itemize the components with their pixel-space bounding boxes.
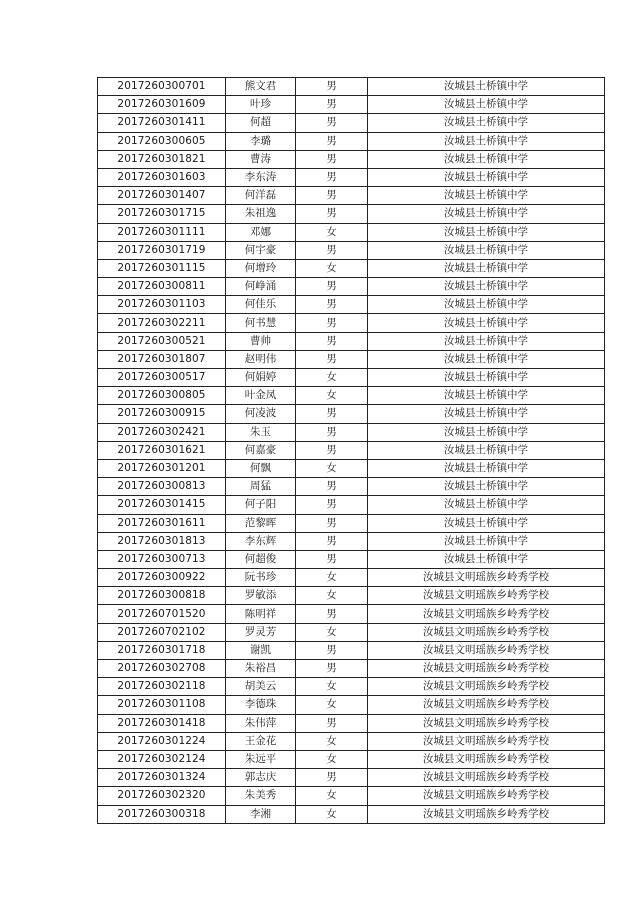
exam-id-cell: 2017260300811 bbox=[98, 278, 226, 296]
school-cell: 汝城县文明瑶族乡岭秀学校 bbox=[368, 787, 605, 805]
exam-id-cell: 2017260702102 bbox=[98, 623, 226, 641]
gender-cell: 男 bbox=[296, 205, 368, 223]
gender-cell: 男 bbox=[296, 714, 368, 732]
exam-id-cell: 2017260301813 bbox=[98, 532, 226, 550]
school-cell: 汝城县文明瑶族乡岭秀学校 bbox=[368, 750, 605, 768]
school-cell: 汝城县文明瑶族乡岭秀学校 bbox=[368, 623, 605, 641]
gender-cell: 男 bbox=[296, 478, 368, 496]
table-row bbox=[98, 605, 605, 623]
gender-cell: 男 bbox=[296, 332, 368, 350]
table-row bbox=[98, 241, 605, 259]
student-name-cell: 朱玉 bbox=[226, 423, 296, 441]
exam-id-cell: 2017260302708 bbox=[98, 660, 226, 678]
student-name-cell: 郭志庆 bbox=[226, 769, 296, 787]
table-row bbox=[98, 369, 605, 387]
school-cell: 汝城县土桥镇中学 bbox=[368, 314, 605, 332]
student-name-cell: 李湘 bbox=[226, 805, 296, 823]
student-name-cell: 李东涛 bbox=[226, 168, 296, 186]
student-name-cell: 叶金凤 bbox=[226, 387, 296, 405]
student-name-cell: 李东辉 bbox=[226, 532, 296, 550]
table-row bbox=[98, 350, 605, 368]
school-cell: 汝城县文明瑶族乡岭秀学校 bbox=[368, 696, 605, 714]
table-row bbox=[98, 205, 605, 223]
exam-id-cell: 2017260302320 bbox=[98, 787, 226, 805]
exam-id-cell: 2017260300517 bbox=[98, 369, 226, 387]
exam-id-cell: 2017260302421 bbox=[98, 423, 226, 441]
student-name-cell: 朱祖逸 bbox=[226, 205, 296, 223]
exam-id-cell: 2017260301407 bbox=[98, 187, 226, 205]
student-name-cell: 何超俊 bbox=[226, 550, 296, 568]
gender-cell: 男 bbox=[296, 96, 368, 114]
school-cell: 汝城县文明瑶族乡岭秀学校 bbox=[368, 569, 605, 587]
student-name-cell: 熊文君 bbox=[226, 78, 296, 96]
exam-id-cell: 2017260300805 bbox=[98, 387, 226, 405]
exam-id-cell: 2017260301719 bbox=[98, 241, 226, 259]
gender-cell: 女 bbox=[296, 369, 368, 387]
student-name-cell: 叶珍 bbox=[226, 96, 296, 114]
school-cell: 汝城县文明瑶族乡岭秀学校 bbox=[368, 678, 605, 696]
table-row bbox=[98, 678, 605, 696]
exam-id-cell: 2017260301411 bbox=[98, 114, 226, 132]
exam-id-cell: 2017260301415 bbox=[98, 496, 226, 514]
table-row bbox=[98, 96, 605, 114]
gender-cell: 女 bbox=[296, 223, 368, 241]
exam-id-cell: 2017260300605 bbox=[98, 132, 226, 150]
exam-id-cell: 2017260300922 bbox=[98, 569, 226, 587]
table-row bbox=[98, 223, 605, 241]
student-name-cell: 曹帅 bbox=[226, 332, 296, 350]
school-cell: 汝城县土桥镇中学 bbox=[368, 478, 605, 496]
table-row bbox=[98, 514, 605, 532]
student-name-cell: 罗灵芳 bbox=[226, 623, 296, 641]
table-row bbox=[98, 587, 605, 605]
gender-cell: 男 bbox=[296, 296, 368, 314]
gender-cell: 男 bbox=[296, 550, 368, 568]
table-row bbox=[98, 314, 605, 332]
gender-cell: 男 bbox=[296, 314, 368, 332]
gender-cell: 男 bbox=[296, 514, 368, 532]
table-row bbox=[98, 423, 605, 441]
exam-id-cell: 2017260301115 bbox=[98, 259, 226, 277]
gender-cell: 男 bbox=[296, 168, 368, 186]
table-row bbox=[98, 78, 605, 96]
exam-id-cell: 2017260301224 bbox=[98, 732, 226, 750]
school-cell: 汝城县土桥镇中学 bbox=[368, 168, 605, 186]
school-cell: 汝城县土桥镇中学 bbox=[368, 550, 605, 568]
exam-id-cell: 2017260701520 bbox=[98, 605, 226, 623]
school-cell: 汝城县文明瑶族乡岭秀学校 bbox=[368, 805, 605, 823]
exam-id-cell: 2017260302211 bbox=[98, 314, 226, 332]
student-name-cell: 朱远平 bbox=[226, 750, 296, 768]
student-name-cell: 何宇豪 bbox=[226, 241, 296, 259]
table-row bbox=[98, 641, 605, 659]
table-row bbox=[98, 805, 605, 823]
table-row bbox=[98, 532, 605, 550]
student-name-cell: 王金花 bbox=[226, 732, 296, 750]
table-row bbox=[98, 132, 605, 150]
table-row bbox=[98, 478, 605, 496]
student-name-cell: 何佳乐 bbox=[226, 296, 296, 314]
gender-cell: 男 bbox=[296, 441, 368, 459]
school-cell: 汝城县土桥镇中学 bbox=[368, 132, 605, 150]
student-name-cell: 谢凯 bbox=[226, 641, 296, 659]
student-name-cell: 何超 bbox=[226, 114, 296, 132]
gender-cell: 男 bbox=[296, 532, 368, 550]
table-row bbox=[98, 405, 605, 423]
gender-cell: 男 bbox=[296, 241, 368, 259]
table-row bbox=[98, 459, 605, 477]
student-name-cell: 何飘 bbox=[226, 459, 296, 477]
table-row bbox=[98, 278, 605, 296]
exam-id-cell: 2017260301418 bbox=[98, 714, 226, 732]
table-row bbox=[98, 332, 605, 350]
school-cell: 汝城县土桥镇中学 bbox=[368, 459, 605, 477]
gender-cell: 女 bbox=[296, 259, 368, 277]
student-name-cell: 何书慧 bbox=[226, 314, 296, 332]
gender-cell: 女 bbox=[296, 787, 368, 805]
exam-id-cell: 2017260301111 bbox=[98, 223, 226, 241]
school-cell: 汝城县土桥镇中学 bbox=[368, 96, 605, 114]
exam-id-cell: 2017260301821 bbox=[98, 150, 226, 168]
gender-cell: 男 bbox=[296, 187, 368, 205]
student-name-cell: 罗敏添 bbox=[226, 587, 296, 605]
gender-cell: 男 bbox=[296, 769, 368, 787]
student-name-cell: 朱美秀 bbox=[226, 787, 296, 805]
student-name-cell: 朱裕昌 bbox=[226, 660, 296, 678]
exam-id-cell: 2017260301324 bbox=[98, 769, 226, 787]
table-row bbox=[98, 296, 605, 314]
student-name-cell: 何峥涌 bbox=[226, 278, 296, 296]
table-row bbox=[98, 150, 605, 168]
table-row bbox=[98, 569, 605, 587]
table-row bbox=[98, 168, 605, 186]
exam-id-cell: 2017260301603 bbox=[98, 168, 226, 186]
school-cell: 汝城县土桥镇中学 bbox=[368, 114, 605, 132]
gender-cell: 女 bbox=[296, 569, 368, 587]
student-name-cell: 胡美云 bbox=[226, 678, 296, 696]
table-row bbox=[98, 259, 605, 277]
table-row bbox=[98, 696, 605, 714]
student-name-cell: 赵明伟 bbox=[226, 350, 296, 368]
student-name-cell: 何增玲 bbox=[226, 259, 296, 277]
table-row bbox=[98, 441, 605, 459]
gender-cell: 女 bbox=[296, 387, 368, 405]
gender-cell: 男 bbox=[296, 660, 368, 678]
exam-id-cell: 2017260301108 bbox=[98, 696, 226, 714]
student-name-cell: 周猛 bbox=[226, 478, 296, 496]
gender-cell: 女 bbox=[296, 750, 368, 768]
school-cell: 汝城县土桥镇中学 bbox=[368, 423, 605, 441]
table-row bbox=[98, 496, 605, 514]
school-cell: 汝城县文明瑶族乡岭秀学校 bbox=[368, 660, 605, 678]
exam-id-cell: 2017260300318 bbox=[98, 805, 226, 823]
gender-cell: 男 bbox=[296, 150, 368, 168]
table-row bbox=[98, 623, 605, 641]
exam-id-cell: 2017260301103 bbox=[98, 296, 226, 314]
school-cell: 汝城县土桥镇中学 bbox=[368, 350, 605, 368]
school-cell: 汝城县土桥镇中学 bbox=[368, 514, 605, 532]
school-cell: 汝城县土桥镇中学 bbox=[368, 496, 605, 514]
school-cell: 汝城县土桥镇中学 bbox=[368, 187, 605, 205]
exam-id-cell: 2017260301807 bbox=[98, 350, 226, 368]
gender-cell: 女 bbox=[296, 805, 368, 823]
exam-id-cell: 2017260300915 bbox=[98, 405, 226, 423]
school-cell: 汝城县文明瑶族乡岭秀学校 bbox=[368, 605, 605, 623]
student-name-cell: 何子阳 bbox=[226, 496, 296, 514]
table-row bbox=[98, 769, 605, 787]
student-name-cell: 何嘉豪 bbox=[226, 441, 296, 459]
school-cell: 汝城县土桥镇中学 bbox=[368, 150, 605, 168]
roster-table-body bbox=[98, 78, 605, 824]
gender-cell: 男 bbox=[296, 132, 368, 150]
student-name-cell: 何凌波 bbox=[226, 405, 296, 423]
table-row bbox=[98, 114, 605, 132]
exam-id-cell: 2017260300521 bbox=[98, 332, 226, 350]
student-roster-table bbox=[97, 77, 605, 824]
gender-cell: 男 bbox=[296, 278, 368, 296]
gender-cell: 女 bbox=[296, 696, 368, 714]
exam-id-cell: 2017260301611 bbox=[98, 514, 226, 532]
school-cell: 汝城县文明瑶族乡岭秀学校 bbox=[368, 714, 605, 732]
gender-cell: 女 bbox=[296, 587, 368, 605]
school-cell: 汝城县土桥镇中学 bbox=[368, 441, 605, 459]
student-name-cell: 曹涛 bbox=[226, 150, 296, 168]
school-cell: 汝城县土桥镇中学 bbox=[368, 387, 605, 405]
school-cell: 汝城县文明瑶族乡岭秀学校 bbox=[368, 732, 605, 750]
student-name-cell: 范黎晖 bbox=[226, 514, 296, 532]
table-row bbox=[98, 550, 605, 568]
student-name-cell: 阮书珍 bbox=[226, 569, 296, 587]
exam-id-cell: 2017260301715 bbox=[98, 205, 226, 223]
table-row bbox=[98, 187, 605, 205]
student-name-cell: 邓娜 bbox=[226, 223, 296, 241]
school-cell: 汝城县土桥镇中学 bbox=[368, 259, 605, 277]
gender-cell: 男 bbox=[296, 405, 368, 423]
exam-id-cell: 2017260302118 bbox=[98, 678, 226, 696]
gender-cell: 女 bbox=[296, 623, 368, 641]
exam-id-cell: 2017260301201 bbox=[98, 459, 226, 477]
student-name-cell: 李德珠 bbox=[226, 696, 296, 714]
exam-id-cell: 2017260301609 bbox=[98, 96, 226, 114]
exam-id-cell: 2017260300713 bbox=[98, 550, 226, 568]
gender-cell: 女 bbox=[296, 459, 368, 477]
exam-id-cell: 2017260300813 bbox=[98, 478, 226, 496]
school-cell: 汝城县文明瑶族乡岭秀学校 bbox=[368, 769, 605, 787]
school-cell: 汝城县文明瑶族乡岭秀学校 bbox=[368, 587, 605, 605]
school-cell: 汝城县土桥镇中学 bbox=[368, 532, 605, 550]
table-row bbox=[98, 387, 605, 405]
exam-id-cell: 2017260301718 bbox=[98, 641, 226, 659]
gender-cell: 男 bbox=[296, 496, 368, 514]
school-cell: 汝城县土桥镇中学 bbox=[368, 241, 605, 259]
student-name-cell: 李璐 bbox=[226, 132, 296, 150]
student-name-cell: 何洋磊 bbox=[226, 187, 296, 205]
table-row bbox=[98, 732, 605, 750]
school-cell: 汝城县土桥镇中学 bbox=[368, 369, 605, 387]
table-row bbox=[98, 660, 605, 678]
gender-cell: 女 bbox=[296, 732, 368, 750]
school-cell: 汝城县文明瑶族乡岭秀学校 bbox=[368, 641, 605, 659]
exam-id-cell: 2017260300701 bbox=[98, 78, 226, 96]
school-cell: 汝城县土桥镇中学 bbox=[368, 405, 605, 423]
school-cell: 汝城县土桥镇中学 bbox=[368, 296, 605, 314]
student-name-cell: 朱伟萍 bbox=[226, 714, 296, 732]
school-cell: 汝城县土桥镇中学 bbox=[368, 223, 605, 241]
exam-id-cell: 2017260300818 bbox=[98, 587, 226, 605]
gender-cell: 女 bbox=[296, 678, 368, 696]
school-cell: 汝城县土桥镇中学 bbox=[368, 78, 605, 96]
gender-cell: 男 bbox=[296, 78, 368, 96]
gender-cell: 男 bbox=[296, 605, 368, 623]
school-cell: 汝城县土桥镇中学 bbox=[368, 332, 605, 350]
school-cell: 汝城县土桥镇中学 bbox=[368, 205, 605, 223]
gender-cell: 男 bbox=[296, 350, 368, 368]
student-name-cell: 何娟婷 bbox=[226, 369, 296, 387]
gender-cell: 男 bbox=[296, 114, 368, 132]
gender-cell: 男 bbox=[296, 641, 368, 659]
table-row bbox=[98, 750, 605, 768]
exam-id-cell: 2017260301621 bbox=[98, 441, 226, 459]
student-name-cell: 陈明祥 bbox=[226, 605, 296, 623]
table-row bbox=[98, 714, 605, 732]
gender-cell: 男 bbox=[296, 423, 368, 441]
exam-id-cell: 2017260302124 bbox=[98, 750, 226, 768]
table-row bbox=[98, 787, 605, 805]
school-cell: 汝城县土桥镇中学 bbox=[368, 278, 605, 296]
